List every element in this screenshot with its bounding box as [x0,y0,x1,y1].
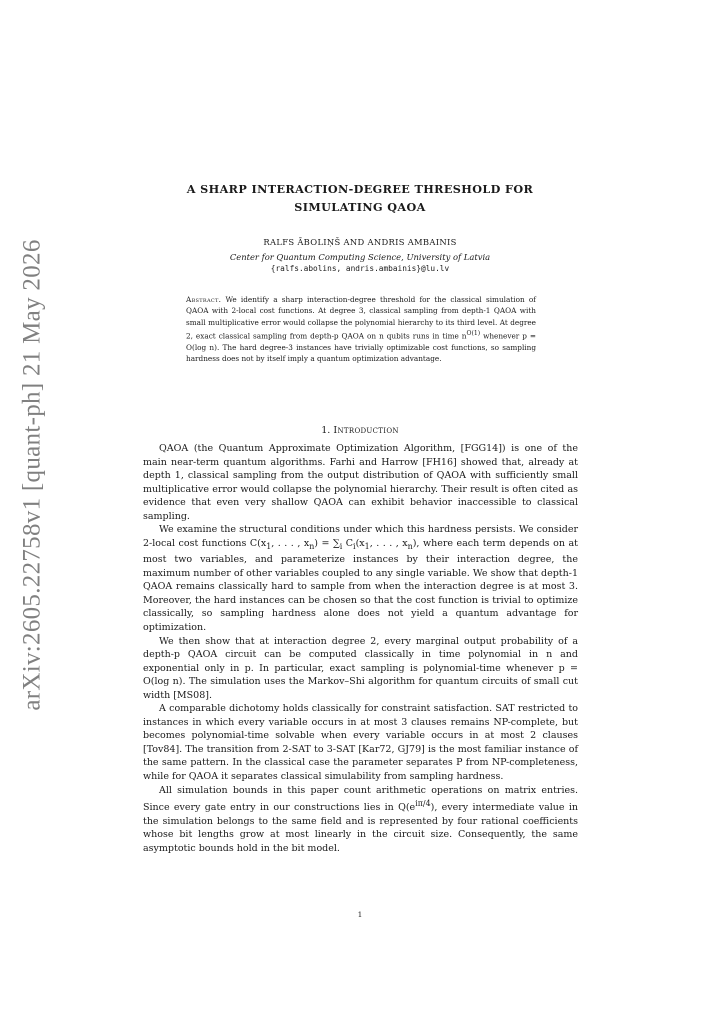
authors: RALFS ĀBOLIŅŠ AND ANDRIS AMBAINIS [263,237,457,247]
p2-sub-i: i [339,541,343,551]
paragraph-3: We then show that at interaction degree 2, every marginal output probability of a depth-p QAOA circuit can be computed classically in time polynomial in n and exponential only in p. In particular, exact sampling is polynomial-time whenever p = O(log n). The simulation uses the Markov–Shi algorithm for quantum circuits of small cut width [MS08]. [143,635,578,701]
section-number: 1. [321,425,331,436]
arxiv-identifier-text: arXiv:2605.22758v1 [quant-ph] 21 May 2026 [19,239,47,711]
p2-sub-i-2: i [353,541,356,551]
p2-text-b: , . . . , x [271,537,310,549]
paragraph-2 [143,523,578,634]
paper-title [140,180,580,216]
p2-text-g: ), where each term depends on at most two variables, and parameterize instances by their interaction degree, the maximum number of other variables coupled to any single variable. We show that depth-1 QAOA remains classically hard to sample from when the interaction degree is at most 3. Moreover, the hard instances can be chosen so that the cost function is trivial to optimize classically, so sampling hardness alone does not yield a quantum advantage for optimization. [143,537,578,633]
section-heading [140,424,580,438]
p2-text-c: ) = ∑ [314,537,340,549]
abstract-label: Abstract. [186,295,222,304]
paragraph-1: QAOA (the Quantum Approximate Optimization Algorithm, [FGG14]) is one of the main near-term quantum algorithms. Farhi and Harrow [FH16] showed that, already at depth 1, classical sampling from the output distribution of QAOA with sufficiently small multiplicative error would collapse the polynomial hierarchy. Their result is often cited as evidence that even very shallow QAOA can exhibit behavior inaccessible to classical sampling. [143,443,578,522]
section-title: Introduction [333,425,399,436]
arxiv-side-identifier [4,239,62,711]
p2-sub-1: 1 [266,541,272,551]
abstract-exponent: O(1) [466,330,481,338]
title-line-1: A SHARP INTERACTION-DEGREE THRESHOLD FOR [186,182,534,196]
affiliation: Center for Quantum Computing Science, University of Latvia [229,252,491,262]
p5-exponent: iπ/4 [415,799,431,809]
p2-text-e: (x [355,537,365,549]
p2-sub-n-b: n [407,541,413,551]
paragraph-5 [143,784,578,856]
p2-text-f: , . . . , x [369,537,408,549]
title-line-2: SIMULATING QAOA [294,200,426,214]
abstract [186,294,536,365]
p5-text-a: All simulation bounds in this paper count arithmetic operations on matrix entries. Since every gate entry in our constructions lies in Q(e [143,784,578,814]
p2-text-d: C [342,537,354,549]
abstract-text-part-1: We identify a sharp interaction-degree threshold for the classical simulation of QAOA with 2-local cost functions. At degree 3, classical sampling from depth-1 QAOA with small multiplicative error would collapse the polynomial hierarchy to its third level. At degree 2, exact classical sampling from depth-p QAOA on n qubits runs in time n [186,295,536,341]
p2-text-a: We examine the structural conditions under which this hardness persists. We consider 2-local cost functions C(x [143,524,578,549]
page-number: 1 [357,910,363,919]
p2-sub-1-b: 1 [364,541,370,551]
p5-text-b: ), every intermediate value in the simulation belongs to the same field and is represented by four rational coefficients whose bit lengths grow at most linearly in the circuit size. Consequently, the same asymptotic bounds hold in the bit model. [143,802,578,854]
body-text [143,442,578,855]
p2-sub-n: n [309,541,315,551]
paragraph-4: A comparable dichotomy holds classically for constraint satisfaction. SAT restricted to instances in which every variable occurs in at most 3 clauses remains NP-complete, but becomes polynomial-time solvable when every variable occurs in at most 2 clauses [Tov84]. The transition from 2-SAT to 3-SAT [Kar72, GJ79] is the most familiar instance of the same pattern. In the classical case the parameter separates P from NP-completeness, while for QAOA it separates classical simulability from sampling hardness. [143,703,578,783]
abstract-text-part-2: whenever p = O(log n). The hard degree-3 instances have trivially optimizable cost functions, so sampling hardness does not by itself imply a quantum optimization advantage. [186,331,536,364]
email-address: {ralfs.abolins, andris.ambainis}@lu.lv [270,264,450,273]
